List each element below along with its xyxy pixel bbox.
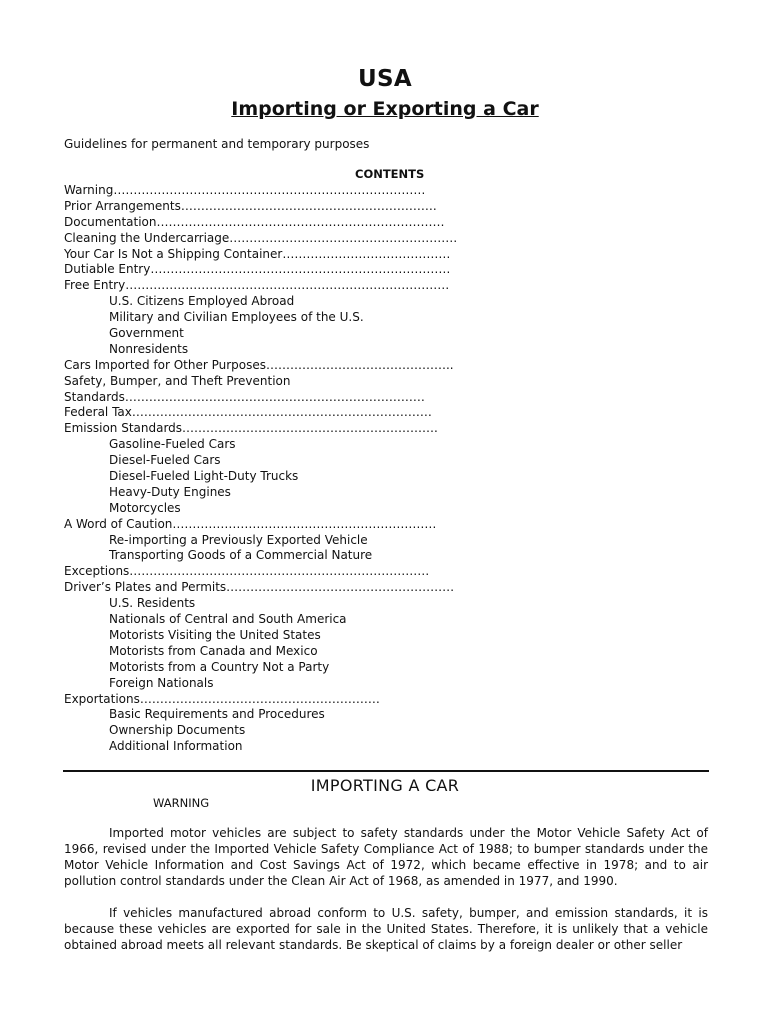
toc-subitem: U.S. Residents [109, 596, 196, 611]
toc-item: Free Entry……………………………………………………………………… [64, 278, 450, 293]
toc-item: Prior Arrangements………………………………………………………. [64, 198, 437, 213]
toc-subitem: Motorists from Canada and Mexico [109, 643, 318, 658]
toc-item: Your Car Is Not a Shipping Container…………………………………… [64, 246, 451, 261]
toc-item: Cars Imported for Other Purposes……………………………………….. [64, 357, 454, 372]
body-paragraph: Imported motor vehicles are subject to safety standards under the Motor Vehicle Safety Act of 1966, revised under the Imported Vehicle Safety Compliance Act of 1988; to bumper standards under the Motor Vehicle Information and Cost Savings Act of 1972, which became effective in 1978; and to air pollution control standards under the Clean Air Act of 1968, as amended in 1977, and 1990. [64, 826, 708, 888]
page-subtitle: Importing or Exporting a Car [231, 98, 539, 120]
page-title: USA [358, 66, 412, 92]
section-divider [63, 770, 709, 772]
warning-label: WARNING [153, 796, 210, 810]
toc-item: Cleaning the Undercarriage………………………………………………… [64, 230, 458, 245]
toc-subitem: Motorists from a Country Not a Party [109, 659, 330, 674]
toc-item: Exportations…………………………………………………… [64, 691, 380, 706]
toc-subitem: Motorists Visiting the United States [109, 627, 321, 642]
toc-subitem: Motorcycles [109, 500, 181, 515]
toc-subitem: Ownership Documents [109, 723, 246, 738]
toc-subitem: Foreign Nationals [109, 675, 214, 690]
section-title [0, 776, 770, 795]
body-paragraph: If vehicles manufactured abroad conform to U.S. safety, bumper, and emission standards, it is because these vehicles are exported for sale in the United States. Therefore, it is unlikely that a vehicle obtained abroad meets all relevant standards. Be skeptical of claims by a foreign dealer or other seller [64, 906, 708, 952]
toc-item: Warning…………………………………………………………………… [64, 183, 426, 197]
toc-item: Federal Tax………………………………………………………………… [64, 405, 432, 420]
toc-subitem: Additional Information [109, 739, 243, 754]
toc-subitem: Diesel-Fueled Light-Duty Trucks [109, 469, 299, 484]
toc-subitem: Gasoline-Fueled Cars [109, 437, 236, 452]
toc-item: Standards………………………………………………………………… [64, 389, 425, 404]
contents-heading: CONTENTS [355, 167, 425, 181]
table-of-contents [64, 183, 704, 755]
toc-subitem: Government [109, 326, 184, 341]
toc-item: Dutiable Entry………………………………………………………………… [64, 262, 451, 277]
toc-subitem: U.S. Citizens Employed Abroad [109, 294, 295, 309]
toc-item: Exceptions………………………………………………………………… [64, 564, 430, 579]
intro-text: Guidelines for permanent and temporary purposes [64, 137, 370, 151]
toc-subitem: Military and Civilian Employees of the U.S. [109, 310, 364, 325]
toc-item: Driver’s Plates and Permits………………………………………………… [64, 580, 455, 595]
toc-subitem: Heavy-Duty Engines [109, 484, 231, 499]
toc-subitem: Transporting Goods of a Commercial Nature [109, 548, 373, 563]
toc-item: Emission Standards………………………………………………………. [64, 421, 438, 436]
toc-subitem: Nationals of Central and South America [109, 612, 347, 627]
toc-item: Safety, Bumper, and Theft Prevention [64, 373, 291, 388]
toc-subitem: Basic Requirements and Procedures [109, 707, 325, 722]
toc-subitem: Re-importing a Previously Exported Vehicle [109, 532, 368, 547]
toc-item: Documentation……………………………………………………………… [64, 214, 445, 229]
toc-item: A Word of Caution………………………………………………………… [64, 516, 437, 531]
toc-subitem: Diesel-Fueled Cars [109, 453, 221, 468]
toc-subitem: Nonresidents [109, 341, 189, 356]
section-title-text: IMPORTING A CAR [310, 776, 460, 795]
